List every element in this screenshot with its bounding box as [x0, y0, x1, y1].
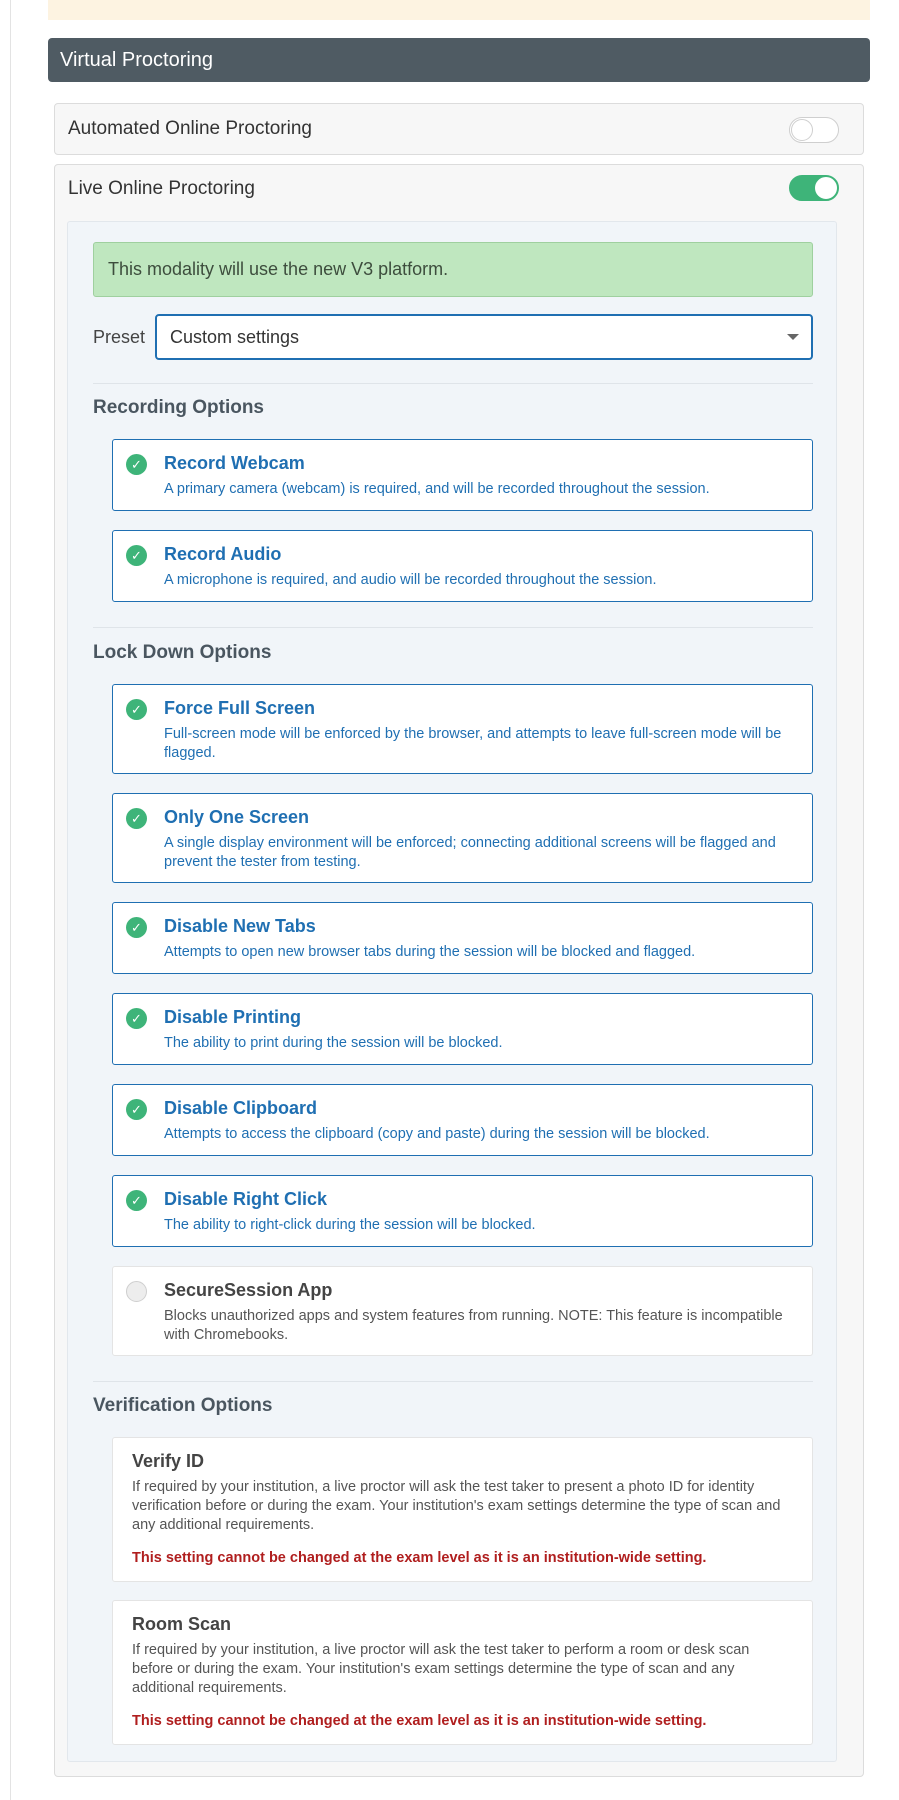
preset-value: Custom settings — [170, 327, 300, 347]
force-full-screen-option[interactable] — [112, 684, 813, 774]
divider — [93, 383, 813, 384]
option-description: If required by your institution, a live proctor will ask the test taker to perform a room or desk scan before or during the exam. Your institution's exam settings determine the type of scan and any additional requirements. — [132, 1642, 750, 1696]
section-title: Virtual Proctoring — [60, 49, 214, 71]
verify-id-option — [112, 1437, 813, 1582]
option-title: SecureSession App — [164, 1280, 333, 1300]
check-circle-icon: ✓ — [126, 699, 147, 720]
left-border — [10, 0, 11, 1800]
platform-notice: This modality will use the new V3 platform. — [93, 242, 813, 297]
radio-empty-icon — [126, 1281, 147, 1302]
toggle-knob — [791, 119, 813, 141]
check-circle-icon: ✓ — [126, 1099, 147, 1120]
option-description: Full-screen mode will be enforced by the browser, and attempts to leave full-screen mode will be flagged. — [164, 726, 782, 761]
check-circle-icon: ✓ — [126, 545, 147, 566]
check-circle-icon: ✓ — [126, 454, 147, 475]
option-title: Room Scan — [132, 1614, 232, 1634]
automated-proctoring-row — [54, 103, 864, 155]
live-proctoring-toggle[interactable] — [789, 175, 839, 201]
option-description: Attempts to open new browser tabs during the session will be blocked and flagged. — [164, 944, 696, 960]
option-description: Blocks unauthorized apps and system features from running. NOTE: This feature is incompatible with Chromebooks. — [164, 1308, 783, 1343]
automated-proctoring-label: Automated Online Proctoring — [68, 118, 312, 139]
live-proctoring-label: Live Online Proctoring — [68, 178, 255, 199]
option-title: Disable New Tabs — [164, 916, 316, 936]
disable-right-click-option[interactable] — [112, 1175, 813, 1247]
disable-clipboard-option[interactable] — [112, 1084, 813, 1156]
divider — [93, 627, 813, 628]
top-banner — [48, 0, 870, 20]
option-title: Only One Screen — [164, 807, 310, 827]
institution-setting-warning: This setting cannot be changed at the exam level as it is an institution-wide setting. — [132, 1550, 707, 1566]
verification-options-title: Verification Options — [93, 1395, 273, 1416]
section-header — [48, 38, 870, 82]
divider — [93, 1381, 813, 1382]
only-one-screen-option[interactable] — [112, 793, 813, 883]
option-description: A single display environment will be enforced; connecting additional screens will be flagged and prevent the tester from testing. — [164, 835, 776, 870]
option-title: Disable Right Click — [164, 1189, 328, 1209]
institution-setting-warning: This setting cannot be changed at the exam level as it is an institution-wide setting. — [132, 1713, 707, 1729]
check-circle-icon: ✓ — [126, 1190, 147, 1211]
record-audio-option[interactable] — [112, 530, 813, 602]
option-description: If required by your institution, a live proctor will ask the test taker to present a photo ID for identity verification before or during the exam. Your institution's exam settings determine the type of scan and any additional requirements. — [132, 1479, 781, 1533]
caret-down-icon — [787, 334, 799, 340]
option-title: Force Full Screen — [164, 698, 316, 718]
securesession-app-option[interactable] — [112, 1266, 813, 1356]
option-description: Attempts to access the clipboard (copy and paste) during the session will be blocked. — [164, 1126, 710, 1142]
disable-printing-option[interactable] — [112, 993, 813, 1065]
check-circle-icon: ✓ — [126, 808, 147, 829]
live-proctoring-panel — [54, 164, 864, 1777]
option-description: A primary camera (webcam) is required, and will be recorded throughout the session. — [164, 481, 710, 497]
preset-select[interactable] — [155, 314, 813, 360]
option-title: Disable Printing — [164, 1007, 302, 1027]
automated-proctoring-toggle[interactable] — [789, 117, 839, 143]
check-circle-icon: ✓ — [126, 1008, 147, 1029]
preset-label: Preset — [93, 327, 146, 347]
recording-options-title: Recording Options — [93, 397, 264, 418]
option-description: A microphone is required, and audio will be recorded throughout the session. — [164, 572, 657, 588]
check-circle-icon: ✓ — [126, 917, 147, 938]
lockdown-options-title: Lock Down Options — [93, 642, 272, 663]
option-description: The ability to right-click during the session will be blocked. — [164, 1217, 536, 1233]
toggle-knob — [815, 177, 837, 199]
disable-new-tabs-option[interactable] — [112, 902, 813, 974]
record-webcam-option[interactable] — [112, 439, 813, 511]
option-description: The ability to print during the session will be blocked. — [164, 1035, 503, 1051]
option-title: Record Audio — [164, 544, 282, 564]
room-scan-option — [112, 1600, 813, 1745]
option-title: Disable Clipboard — [164, 1098, 318, 1118]
live-proctoring-settings — [67, 221, 837, 1762]
option-title: Record Webcam — [164, 453, 305, 473]
option-title: Verify ID — [132, 1451, 205, 1471]
